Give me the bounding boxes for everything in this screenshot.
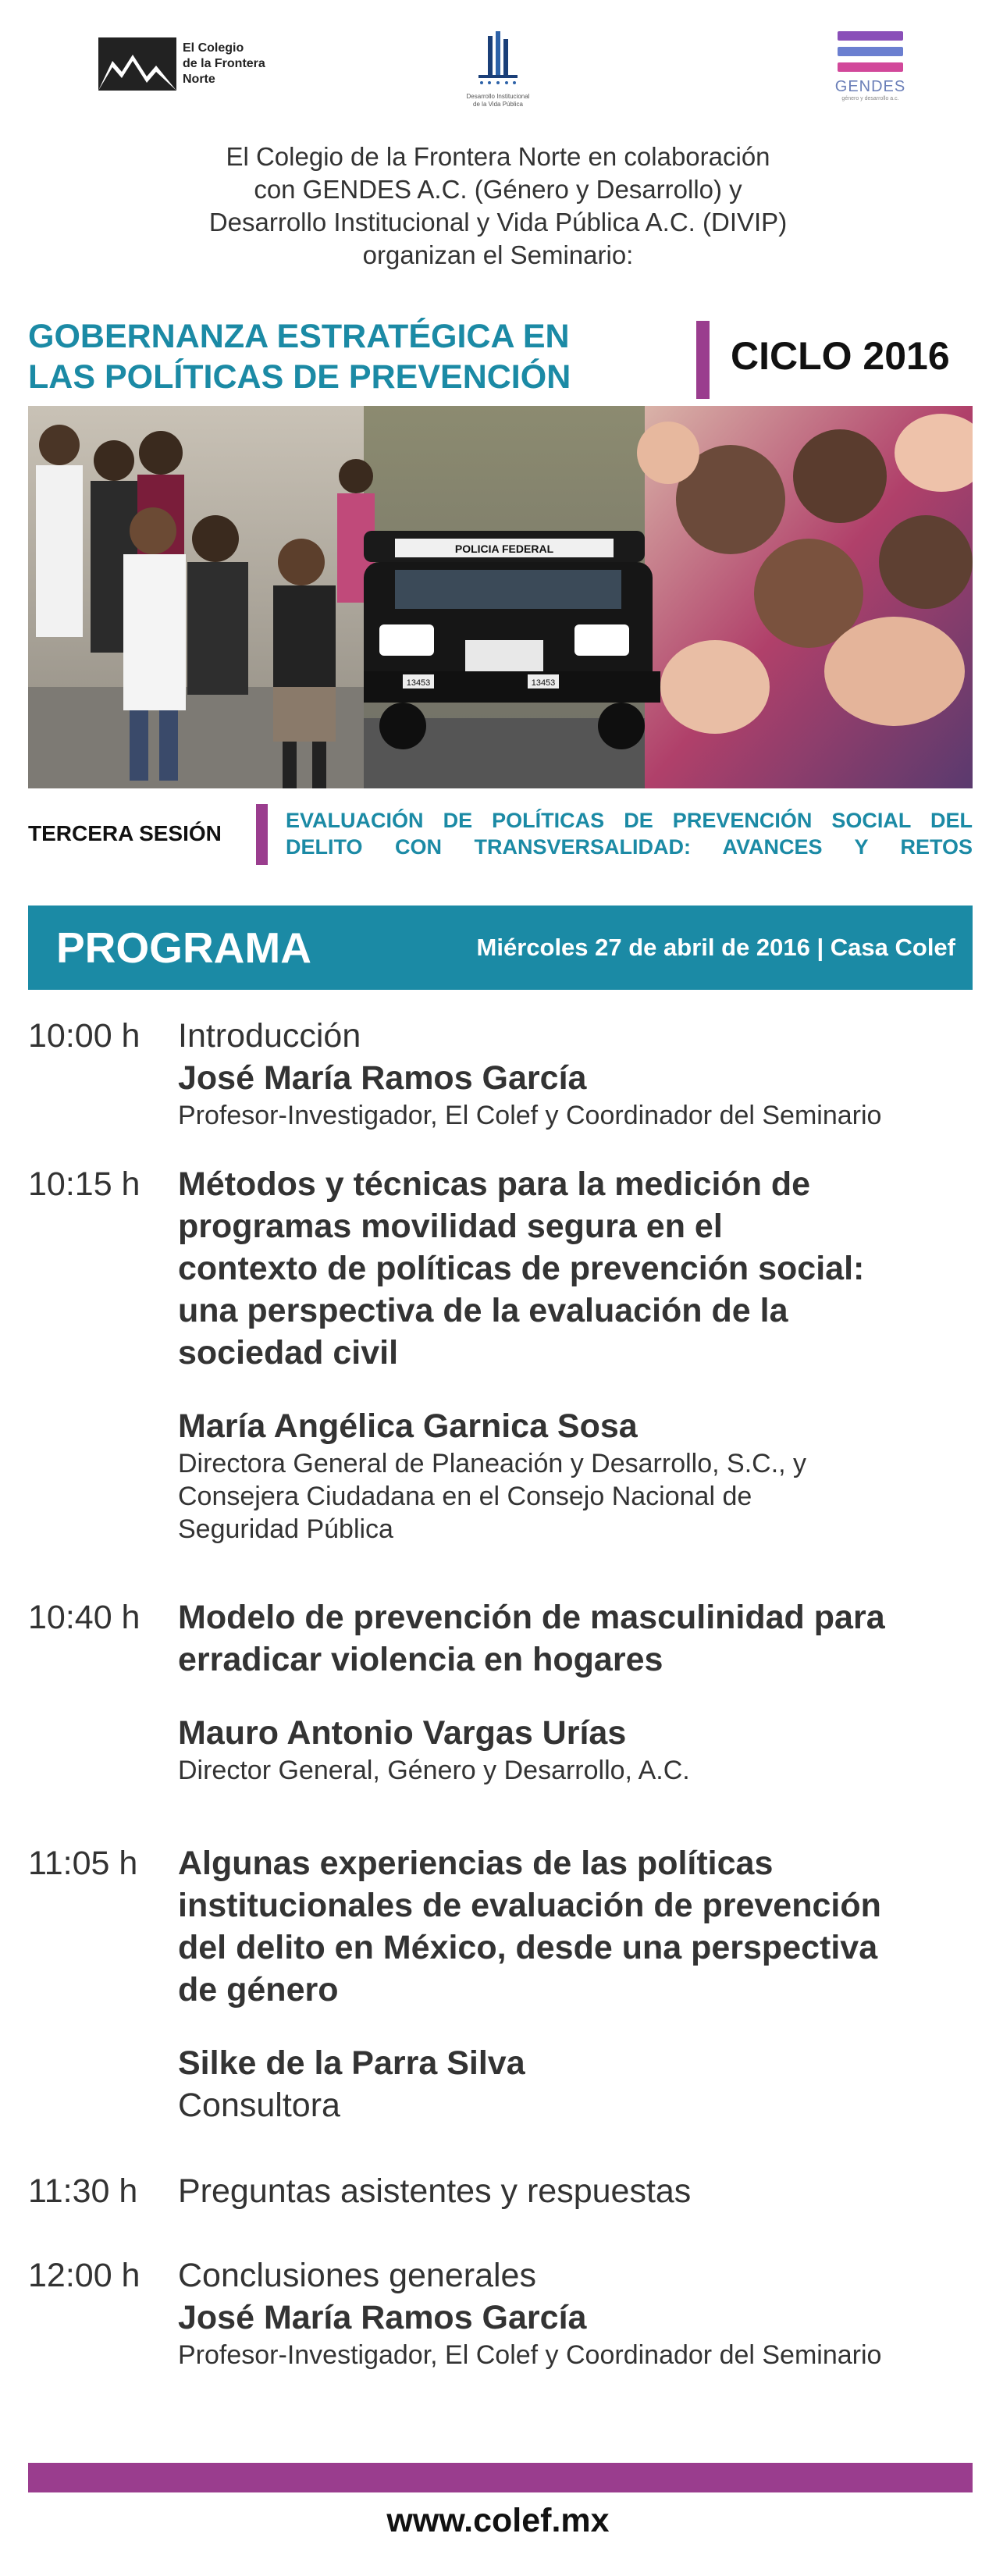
gendes-stripe <box>838 47 903 56</box>
program-item-title: Introducción <box>178 1017 361 1055</box>
session-title-line: DELITO CON TRANSVERSALIDAD: AVANCES Y RETOS <box>286 835 973 859</box>
program-item-title: una perspectiva de la evaluación de la <box>178 1292 788 1329</box>
program-time: 11:30 h <box>28 2172 138 2210</box>
program-item-title: contexto de políticas de prevención social: <box>178 1250 865 1287</box>
cycle-label: CICLO 2016 <box>731 334 950 378</box>
colef-logo-line: de la Frontera <box>183 57 265 70</box>
session-title <box>286 807 973 860</box>
program-item <box>28 1842 973 2170</box>
gendes-logo <box>827 31 913 109</box>
program-speaker-role: Directora General de Planeación y Desarrollo, S.C., y <box>178 1449 807 1478</box>
program-item-title: Preguntas asistentes y respuestas <box>178 2172 692 2210</box>
colef-logo <box>98 37 286 92</box>
program-speaker: José María Ramos García <box>178 1059 587 1097</box>
program-list <box>28 1015 973 2379</box>
program-time: 11:05 h <box>28 1845 138 1882</box>
footer-bar <box>28 2463 973 2492</box>
program-speaker: Silke de la Parra Silva <box>178 2044 525 2082</box>
gendes-stripe <box>838 31 903 41</box>
program-item <box>28 1596 973 1842</box>
program-time: 10:40 h <box>28 1599 141 1636</box>
program-item-title: programas movilidad segura en el <box>178 1208 723 1245</box>
program-item-title: de género <box>178 1971 339 2008</box>
program-speaker-role: Profesor-Investigador, El Colef y Coordinador del Seminario <box>178 2340 882 2370</box>
program-item-title: del delito en México, desde una perspectiva <box>178 1929 878 1966</box>
program-heading: PROGRAMA <box>56 923 311 972</box>
program-speaker-role: Profesor-Investigador, El Colef y Coordinador del Seminario <box>178 1101 882 1130</box>
divip-logo-line: Desarrollo Institucional <box>466 93 530 100</box>
gendes-logo-name: GENDES <box>834 78 906 95</box>
program-item-title: institucionales de evaluación de prevención <box>178 1887 881 1924</box>
intro-line: organizan el Seminario: <box>362 240 634 269</box>
divip-logo-line: de la Vida Pública <box>473 101 523 108</box>
title-row <box>28 316 973 402</box>
gendes-stripe <box>838 62 903 72</box>
seminar-title-line: GOBERNANZA ESTRATÉGICA EN <box>28 318 570 355</box>
colef-logo-line: Norte <box>183 73 215 86</box>
gendes-logo-sub: género y desarrollo a.c. <box>841 96 899 101</box>
session-title-line: EVALUACIÓN DE POLÍTICAS DE PREVENCIÓN SOCIAL DEL <box>286 809 973 832</box>
header-photo <box>28 406 973 788</box>
police-car-number: 13453 <box>406 678 431 688</box>
session-divider <box>256 804 268 865</box>
session-label: TERCERA SESIÓN <box>28 821 222 845</box>
session-row <box>28 804 973 866</box>
photo-collage <box>28 406 973 788</box>
title-divider <box>696 321 710 399</box>
intro-line: con GENDES A.C. (Género y Desarrollo) y <box>254 175 742 204</box>
program-item-title: Modelo de prevención de masculinidad para <box>178 1599 885 1636</box>
program-speaker-role: Consultora <box>178 2087 340 2124</box>
program-item-title: Métodos y técnicas para la medición de <box>178 1165 811 1203</box>
program-item <box>28 1015 973 1163</box>
program-time: 10:00 h <box>28 1017 141 1055</box>
program-item <box>28 2170 973 2254</box>
program-item-title: Algunas experiencias de las políticas <box>178 1845 774 1882</box>
divip-logo <box>451 31 545 109</box>
intro-line: El Colegio de la Frontera Norte en colaboración <box>226 142 770 171</box>
footer-website-link[interactable]: www.colef.mx <box>386 2502 610 2539</box>
program-speaker: Mauro Antonio Vargas Urías <box>178 1714 627 1752</box>
police-car-label: POLICIA FEDERAL <box>454 543 554 555</box>
police-car-plate: 13453 <box>531 678 556 688</box>
program-time: 12:00 h <box>28 2257 141 2294</box>
seminar-title-line: LAS POLÍTICAS DE PREVENCIÓN <box>28 358 571 396</box>
program-speaker: José María Ramos García <box>178 2299 587 2336</box>
event-date-venue: Miércoles 27 de abril de 2016 | Casa Colef <box>476 934 955 961</box>
divip-building-icon <box>471 31 525 87</box>
colef-logo-line: El Colegio <box>183 41 244 55</box>
program-item-title: erradicar violencia en hogares <box>178 1641 663 1678</box>
intro-text <box>108 141 888 272</box>
program-item-title: sociedad civil <box>178 1334 399 1372</box>
seminar-title <box>28 316 668 397</box>
intro-line: Desarrollo Institucional y Vida Pública A.C. (DIVIP) <box>208 208 788 237</box>
colef-mountain-icon <box>98 37 176 91</box>
program-banner <box>28 906 973 990</box>
program-item <box>28 2254 973 2379</box>
logos-row <box>0 31 996 109</box>
program-item-title: Conclusiones generales <box>178 2257 536 2294</box>
program-time: 10:15 h <box>28 1165 141 1203</box>
program-item <box>28 1163 973 1596</box>
program-speaker: María Angélica Garnica Sosa <box>178 1407 638 1445</box>
program-speaker-role: Consejera Ciudadana en el Consejo Nacional de <box>178 1482 752 1511</box>
program-speaker-role: Director General, Género y Desarrollo, A.C. <box>178 1756 690 1785</box>
program-speaker-role: Seguridad Pública <box>178 1514 393 1544</box>
